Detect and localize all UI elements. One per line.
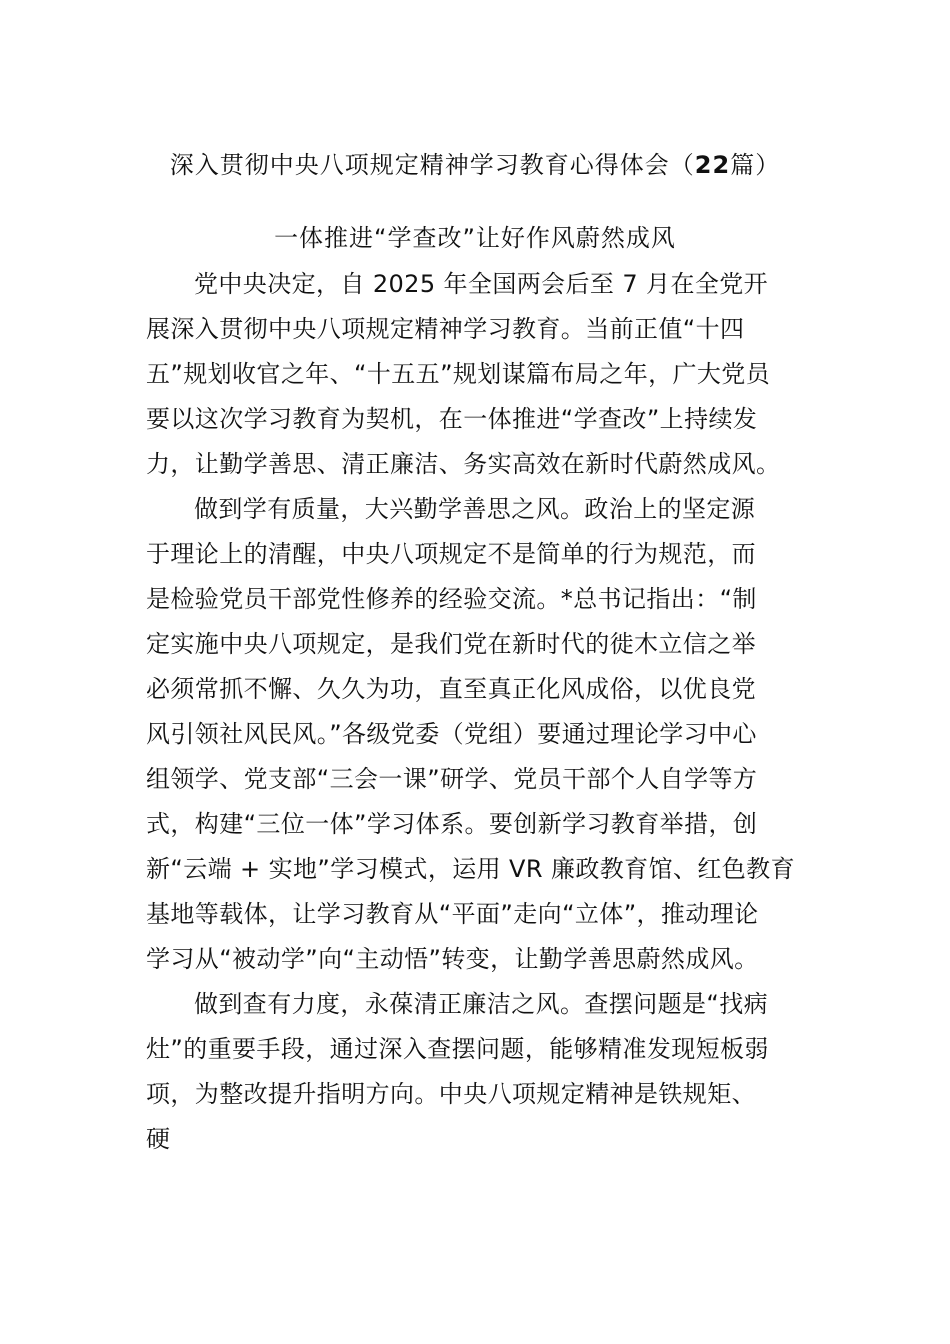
title-end: 篇） [730,151,781,179]
paragraph-2-line-1: 做到学有质量，大兴勤学善思之风。政治上的坚定源 [194,495,756,523]
paragraph-2-line-5: 必须常抓不懈、久久为功，直至真正化风成俗，以优良党 [146,675,756,703]
paragraph-2-line-10: 基地等载体，让学习教育从“平面”走向“立体”，推动理论 [146,900,759,928]
paragraph-2-line-7: 组领学、党支部“三会一课”研学、党员干部个人自学等方 [146,765,758,793]
paragraph-2-line-4: 定实施中央八项规定，是我们党在新时代的徙木立信之举 [146,630,756,658]
paragraph-1-line-5: 力，让勤学善思、清正廉洁、务实高效在新时代蔚然成风。 [146,450,781,478]
paragraph-3-line-4: 硬 [146,1125,171,1153]
paragraph-2-line-3: 是检验党员干部党性修养的经验交流。*总书记指出：“制 [146,585,757,613]
paragraph-2-line-6: 风引领社风民风。”各级党委（党组）要通过理论学习中心 [146,720,757,748]
title-text: 深入贯彻中央八项规定精神学习教育心得体会（ [169,151,695,179]
paragraph-1-line-3: 五”规划收官之年、“十五五”规划谋篇布局之年，广大党员 [146,360,771,388]
paragraph-1-line-4: 要以这次学习教育为契机，在一体推进“学查改”上持续发 [146,405,758,433]
paragraph-2-line-11: 学习从“被动学”向“主动悟”转变，让勤学善思蔚然成风。 [146,945,759,973]
document-title [0,147,950,183]
article-subtitle: 一体推进“学查改”让好作风蔚然成风 [274,224,676,252]
paragraph-1-line-2: 展深入贯彻中央八项规定精神学习教育。当前正值“十四 [146,315,745,343]
paragraph-3-line-3: 项，为整改提升指明方向。中央八项规定精神是铁规矩、 [146,1080,756,1108]
paragraph-2-line-8: 式，构建“三位一体”学习体系。要创新学习教育举措，创 [146,810,758,838]
title-count: 22 [694,151,731,179]
paragraph-3-line-1: 做到查有力度，永葆清正廉洁之风。查摆问题是“找病 [194,990,769,1018]
paragraph-3-line-2: 灶”的重要手段，通过深入查摆问题，能够精准发现短板弱 [146,1035,769,1063]
body-text [146,262,806,1162]
paragraph-1-line-1: 党中央决定，自 2025 年全国两会后至 7 月在全党开 [194,270,769,298]
paragraph-2-line-2: 于理论上的清醒，中央八项规定不是简单的行为规范，而 [146,540,756,568]
paragraph-2-line-9: 新“云端 + 实地”学习模式，运用 VR 廉政教育馆、红色教育 [146,855,795,883]
